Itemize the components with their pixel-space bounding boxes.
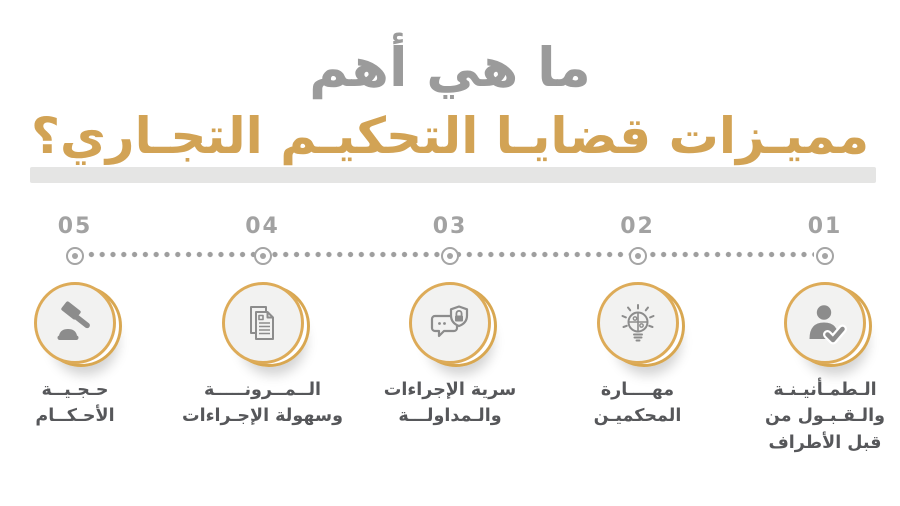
timeline-item-02: [563, 214, 713, 456]
label-line: المحكميـن: [593, 406, 682, 427]
label-line: والـمداولـــة: [398, 406, 502, 427]
item-label: [350, 377, 550, 430]
item-number: 03: [432, 214, 468, 239]
title-line-2-wrap: [0, 104, 900, 196]
icon-circle: [34, 282, 116, 364]
title-line-1: ما هي أهم: [309, 36, 591, 99]
item-label: [725, 377, 900, 456]
item-number: 05: [57, 214, 93, 239]
timeline-item-05: [0, 214, 150, 456]
timeline-marker-dot: [260, 253, 266, 259]
item-label: [163, 377, 363, 430]
label-line: الـطمـأنيـنـة: [773, 380, 877, 400]
timeline-items: [0, 214, 900, 456]
timeline-marker: [441, 247, 459, 265]
item-number: 01: [807, 214, 843, 239]
label-line: مهــــارة: [600, 380, 675, 400]
label-line: الــمــرونـــــة: [203, 380, 322, 400]
item-label: [538, 377, 738, 430]
label-line: وسهولة الإجـراءات: [182, 406, 343, 427]
timeline-marker-dot: [447, 253, 453, 259]
timeline-marker: [254, 247, 272, 265]
title-highlight-bar: [30, 167, 876, 183]
timeline-item-04: [182, 214, 343, 456]
title-line-2: مميـزات قضايـا التحكيـم التجـاري؟: [30, 107, 870, 165]
label-line: سرية الإجراءات: [383, 380, 517, 400]
person-check-icon: [801, 299, 849, 347]
documents-icon: [239, 299, 287, 347]
gavel-icon: [51, 299, 99, 347]
timeline-marker-dot: [822, 253, 828, 259]
timeline-item-01: [750, 214, 900, 456]
item-number: 02: [620, 214, 655, 239]
label-line: والـقـبـول من: [765, 406, 885, 427]
timeline-item-03: [375, 214, 525, 456]
timeline-marker: [66, 247, 84, 265]
icon-circle: [409, 282, 491, 364]
icon-circle: [784, 282, 866, 364]
lightbulb-puzzle-icon: [614, 299, 662, 347]
label-line: الأحـكــام: [35, 406, 115, 427]
icon-circle: [222, 282, 304, 364]
item-label: [0, 377, 175, 430]
label-line: حـجـيــة: [41, 380, 109, 400]
timeline-marker-dot: [635, 253, 641, 259]
label-line: قبل الأطراف: [768, 432, 882, 453]
timeline-marker: [629, 247, 647, 265]
timeline-marker-dot: [72, 253, 78, 259]
icon-circle: [597, 282, 679, 364]
timeline-marker: [816, 247, 834, 265]
item-number: 04: [245, 214, 280, 239]
chat-shield-lock-icon: [426, 299, 474, 347]
